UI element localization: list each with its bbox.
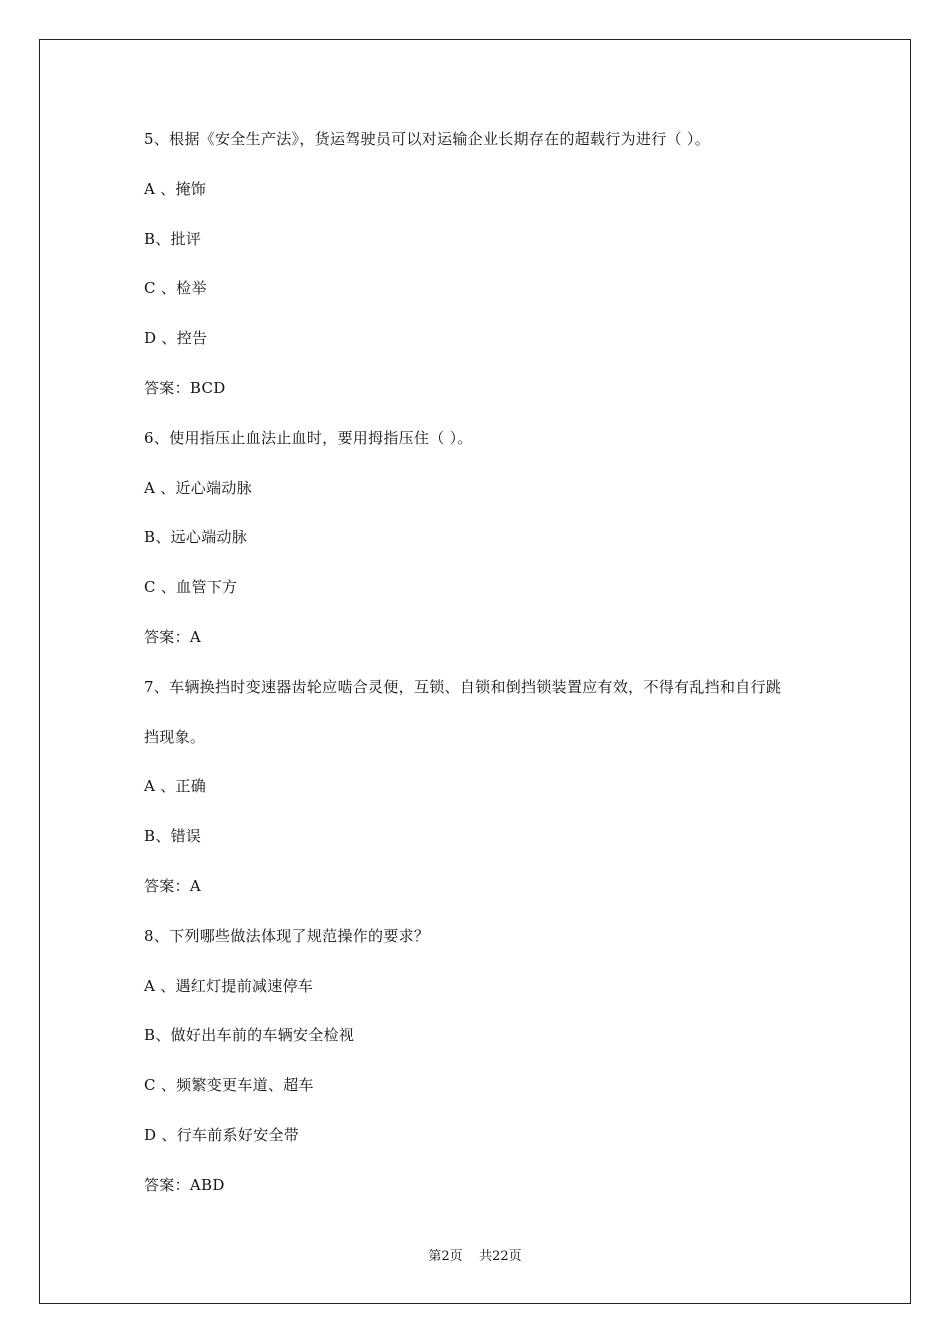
question-5-option-c: C 、检举: [144, 279, 207, 297]
question-8-option-d: D 、行车前系好安全带: [144, 1126, 300, 1144]
question-6-option-a: A 、近心端动脉: [144, 479, 253, 497]
question-5-option-b: B、批评: [144, 230, 202, 248]
question-6-option-b: B、远心端动脉: [144, 528, 248, 546]
question-6-text: 6、使用指压止血法止血时，要用拇指压住（ ）。: [144, 429, 473, 447]
page-number-footer: 第2页 共22页: [428, 1249, 522, 1264]
question-5-option-a: A 、掩饰: [144, 180, 207, 198]
question-7-option-a: A 、正确: [144, 777, 207, 795]
question-6-option-c: C 、血管下方: [144, 578, 238, 596]
question-8-option-c: C 、频繁变更车道、超车: [144, 1076, 314, 1094]
question-7-text-line-2: 挡现象。: [144, 728, 206, 746]
question-7-answer: 答案：A: [144, 877, 202, 895]
question-5-text: 5、根据《安全生产法》，货运驾驶员可以对运输企业长期存在的超载行为进行（ ）。: [144, 130, 711, 148]
question-8-answer: 答案：ABD: [144, 1176, 225, 1194]
question-8-option-b: B、做好出车前的车辆安全检视: [144, 1026, 355, 1044]
question-7-option-b: B、错误: [144, 827, 202, 845]
question-7-text-line-1: 7、车辆换挡时变速器齿轮应啮合灵便，互锁、自锁和倒挡锁装置应有效，不得有乱挡和自行跳: [144, 678, 782, 696]
question-5-answer: 答案：BCD: [144, 379, 226, 397]
question-8-text: 8、下列哪些做法体现了规范操作的要求？: [144, 927, 430, 945]
question-5-option-d: D 、控告: [144, 329, 208, 347]
question-8-option-a: A 、遇红灯提前减速停车: [144, 977, 314, 995]
question-6-answer: 答案：A: [144, 628, 202, 646]
